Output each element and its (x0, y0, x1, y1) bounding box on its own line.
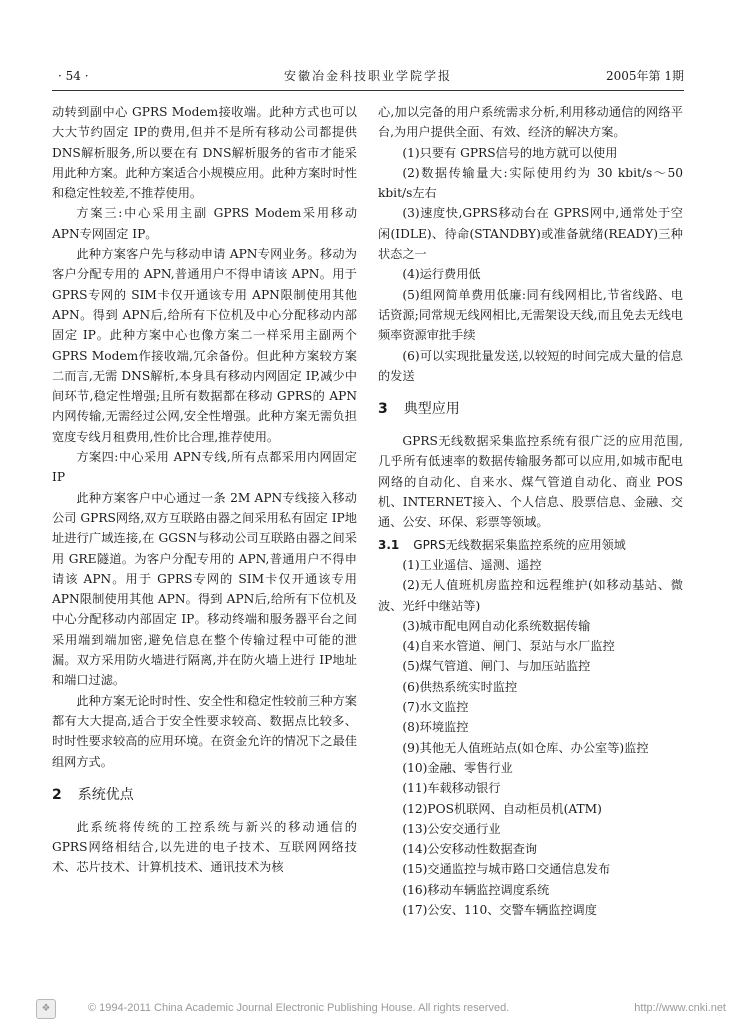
issue-label: 2005年第 1期 (606, 69, 684, 83)
list-item: (9)其他无人值班站点(如仓库、办公室等)监控 (402, 740, 649, 755)
subsection-heading (378, 535, 683, 555)
footer-link[interactable]: http://www.cnki.net (634, 1002, 726, 1014)
section-title: 典型应用 (403, 401, 460, 418)
paragraph: 此系统将传统的工控系统与新兴的移动通信的 GPRS网络相结合,以先进的电子技术、互联网网络技术、芯片技术、计算机技术、通讯技术为核 (52, 819, 357, 875)
section-number: 2 (52, 786, 62, 803)
cnki-logo-icon: ❖ (36, 999, 56, 1019)
section-title: 系统优点 (77, 786, 134, 803)
list-item: (16)移动车辆监控调度系统 (402, 882, 550, 897)
header-rule (52, 90, 684, 91)
list-item: (3)速度快,GPRS移动台在 GPRS网中,通常处于空闲(IDLE)、待命(STANDBY)或准备就绪(READY)三种状态之一 (378, 206, 683, 262)
paragraph: 此种方案客户中心通过一条 2M APN专线接入移动公司 GPRS网络,双方互联路由器之间采用私有固定 IP地址进行广域连接,在 GGSN与移动公司互联路由器之间采用 GRE隧道。为客户分配专用的 APN,普通用户不得申请该 APN。用于 GPRS专网的 SIM卡仅开通该专用 APN限制使用其他 APN。得到 APN后,给所有下位机及中心分配移动内部固定 IP。移动终端和服务器平台之间采用端到端加密,避免信息在整个传输过程中可能的泄漏。双方采用防火墙进行隔离,并在防火墙上进行 IP地址和端口过滤。 (52, 490, 357, 688)
list-item: (2)数据传输量大:实际使用约为 30 kbit/s～50 kbit/s左右 (378, 165, 683, 201)
section-number: 3 (378, 401, 388, 418)
list-item: (11)车载移动银行 (402, 781, 501, 796)
list-item: (5)组网简单费用低廉:同有线网相比,节省线路、电话资源;同常规无线网相比,无需架设天线,而且免去无线电频率资源审批手续 (378, 287, 683, 343)
paragraph: 此种方案客户先与移动申请 APN专网业务。移动为客户分配专用的 APN,普通用户不得申请该 APN。用于 GPRS专网的 SIM卡仅开通该专用 APN限制使用其他 APN。得到 APN后,给所有下位机及中心分配移动内部固定 IP。此种方案中心也像方案二一样采用主副两个 GPRS Modem作接收端,冗余备份。但此种方案较方案二而言,无需 DNS解析,本身具有移动内网固定 IP,减少中间环节,稳定性增强;且所有数据都在移动 GPRS的 APN内网传输,无需经过公网,安全性增强。此种方案无需负担宽度专线月租费用,性价比合理,推荐使用。 (52, 247, 357, 444)
page-number: · 54 · (58, 69, 89, 83)
journal-title: 安徽冶金科技职业学院学报 (283, 69, 452, 83)
section-heading (52, 785, 357, 805)
list-item: (10)金融、零售行业 (402, 760, 513, 775)
list-item: (5)煤气管道、闸门、与加压站监控 (402, 659, 591, 674)
list-item: (4)自来水管道、闸门、泵站与水厂监控 (402, 639, 615, 654)
list-item: (12)POS机联网、自动柜员机(ATM) (402, 801, 602, 816)
copyright-notice: © 1994-2011 China Academic Journal Electronic Publishing House. All rights reserved. (88, 1002, 510, 1014)
scheme-four-heading: 方案四:中心采用 APN专线,所有点都采用内网固定 IP (52, 450, 357, 485)
footer (36, 996, 726, 1020)
list-item: (8)环境监控 (402, 720, 469, 735)
list-item: (14)公安移动性数据查询 (402, 842, 538, 857)
paragraph: 心,加以完备的用户系统需求分析,利用移动通信的网络平台,为用户提供全面、有效、经济的解决方案。 (378, 105, 683, 140)
list-item: (2)无人值班机房监控和远程维护(如移动基站、微波、光纤中继站等) (378, 578, 683, 613)
list-item: (3)城市配电网自动化系统数据传输 (402, 618, 591, 633)
section-heading (378, 399, 683, 419)
list-item: (7)水文监控 (402, 700, 469, 715)
list-item: (4)运行费用低 (402, 267, 481, 282)
list-item: (6)可以实现批量发送,以较短的时间完成大量的信息的发送 (378, 348, 683, 383)
scheme-three-heading: 方案三:中心采用主副 GPRS Modem采用移动 APN专网固定 IP。 (52, 206, 357, 241)
paragraph: 动转到副中心 GPRS Modem接收端。此种方式也可以大大节约固定 IP的费用,但并不是所有移动公司都提供 DNS解析服务,所以要在有 DNS解析服务的省市才能采用此种方案。此种方案适合小规模应用。此种方案时时性和稳定性较差,不推荐使用。 (52, 105, 357, 201)
running-header (52, 66, 684, 86)
paragraph: 此种方案无论时时性、安全性和稳定性较前三种方案都有大大提高,适合于安全性要求较高、数据点比较多、时时性要求较高的应用环境。在资金允许的情况下之最佳组网方式。 (52, 693, 357, 769)
list-item: (13)公安交通行业 (402, 821, 501, 836)
list-item: (17)公安、110、交警车辆监控调度 (402, 902, 597, 917)
subsection-title: GPRS无线数据采集监控系统的应用领域 (413, 537, 626, 552)
subsection-number: 3.1 (378, 537, 400, 552)
list-item: (6)供热系统实时监控 (402, 679, 518, 694)
list-item: (15)交通监控与城市路口交通信息发布 (402, 862, 611, 877)
right-column (378, 102, 683, 920)
left-column (52, 102, 357, 878)
list-item: (1)工业遥信、遥测、遥控 (402, 557, 542, 572)
paragraph: GPRS无线数据采集监控系统有很广泛的应用范围,几乎所有低速率的数据传输服务都可以应用,如城市配电网络的自动化、自来水、煤气管道自动化、商业 POS机、INTERNET接入、个人信息、股票信息、金融、交通、公安、环保、彩票等领域。 (378, 434, 683, 530)
list-item: (1)只要有 GPRS信号的地方就可以使用 (402, 145, 618, 160)
